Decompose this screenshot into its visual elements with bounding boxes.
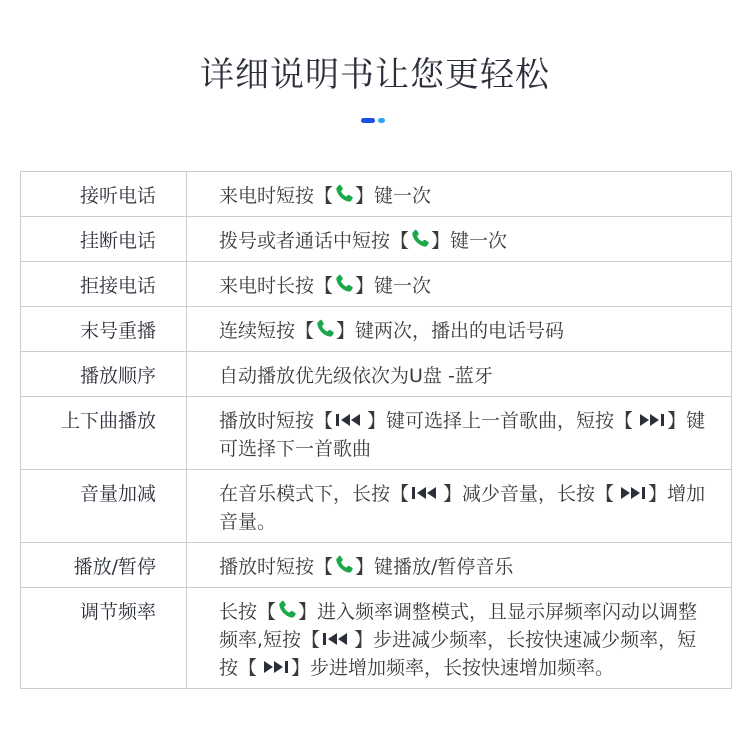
key-bracket: 【 <box>314 185 334 207</box>
phone-icon <box>333 554 355 576</box>
function-description <box>187 588 732 689</box>
description-text: 长按 <box>219 601 258 623</box>
description-text: 播放时短按 <box>219 556 315 578</box>
description-text: 自动播放优先级依次为U盘 -蓝牙 <box>219 365 493 387</box>
function-description <box>187 172 732 217</box>
phone-icon <box>409 228 431 250</box>
key-bracket: 【 <box>595 483 615 505</box>
function-label: 播放顺序 <box>21 352 187 397</box>
function-label: 播放/暂停 <box>21 543 187 588</box>
function-label: 拒接电话 <box>21 262 187 307</box>
table-row <box>21 397 732 470</box>
key-bracket: 【 <box>314 556 334 578</box>
description-text: 播放时短按 <box>219 410 315 432</box>
function-description <box>187 217 732 262</box>
function-description <box>187 262 732 307</box>
description-text: 】步进增加频率，长按快速增加频率。 <box>291 657 615 679</box>
description-text: 】步进减少频率，长按快速减少频率，短按 <box>219 629 697 679</box>
description-text: 】键播放/暂停音乐 <box>355 556 514 578</box>
phone-icon <box>314 318 336 340</box>
prev-icon <box>320 630 354 648</box>
table-row <box>21 588 732 689</box>
description-text: 】键一次 <box>355 185 432 207</box>
description-text: 】增加音量。 <box>219 483 706 533</box>
function-label: 接听电话 <box>21 172 187 217</box>
description-text: 拨号或者通话中短按 <box>219 230 391 252</box>
description-text: 】减少音量，长按 <box>443 483 596 505</box>
function-label: 调节频率 <box>21 588 187 689</box>
description-text: 】键一次 <box>431 230 508 252</box>
next-icon <box>633 411 667 429</box>
function-label: 挂断电话 <box>21 217 187 262</box>
key-bracket: 【 <box>238 657 258 679</box>
key-bracket: 【 <box>390 483 410 505</box>
description-text: 】键一次 <box>355 275 432 297</box>
key-bracket: 【 <box>390 230 410 252</box>
description-text: 来电时长按 <box>219 275 315 297</box>
table-row <box>21 262 732 307</box>
function-label: 音量加减 <box>21 470 187 543</box>
page-title: 详细说明书让您更轻松 <box>200 55 550 95</box>
description-text: 】键两次，播出的电话号码 <box>336 320 565 342</box>
description-text: 来电时短按 <box>219 185 315 207</box>
table-row <box>21 470 732 543</box>
function-description <box>187 470 732 543</box>
phone-icon <box>333 273 355 295</box>
function-description <box>187 543 732 588</box>
description-text: 】键可选择上一首歌曲，短按 <box>367 410 615 432</box>
key-bracket: 【 <box>314 275 334 297</box>
function-description <box>187 397 732 470</box>
prev-icon <box>333 411 367 429</box>
instruction-table <box>20 171 732 689</box>
accent-bar-blue <box>361 118 375 123</box>
table-row <box>21 543 732 588</box>
description-text: 】键可选择下一首歌曲 <box>219 410 706 460</box>
phone-icon <box>333 183 355 205</box>
function-description <box>187 352 732 397</box>
phone-icon <box>276 599 298 621</box>
accent-bar-cyan <box>378 118 385 123</box>
key-bracket: 【 <box>257 601 277 623</box>
function-label: 上下曲播放 <box>21 397 187 470</box>
key-bracket: 【 <box>314 410 334 432</box>
function-label: 末号重播 <box>21 307 187 352</box>
table-row <box>21 217 732 262</box>
table-row <box>21 307 732 352</box>
key-bracket: 【 <box>614 410 634 432</box>
description-text: 】进入频率调整模式，且显示屏频率闪动以调整频率,短按 <box>219 601 698 651</box>
key-bracket: 【 <box>301 629 321 651</box>
table-row <box>21 172 732 217</box>
description-text: 在音乐模式下，长按 <box>219 483 391 505</box>
description-text: 连续短按 <box>219 320 296 342</box>
table-row <box>21 352 732 397</box>
function-description <box>187 307 732 352</box>
next-icon <box>257 658 291 676</box>
prev-icon <box>409 484 443 502</box>
next-icon <box>614 484 648 502</box>
key-bracket: 【 <box>295 320 315 342</box>
